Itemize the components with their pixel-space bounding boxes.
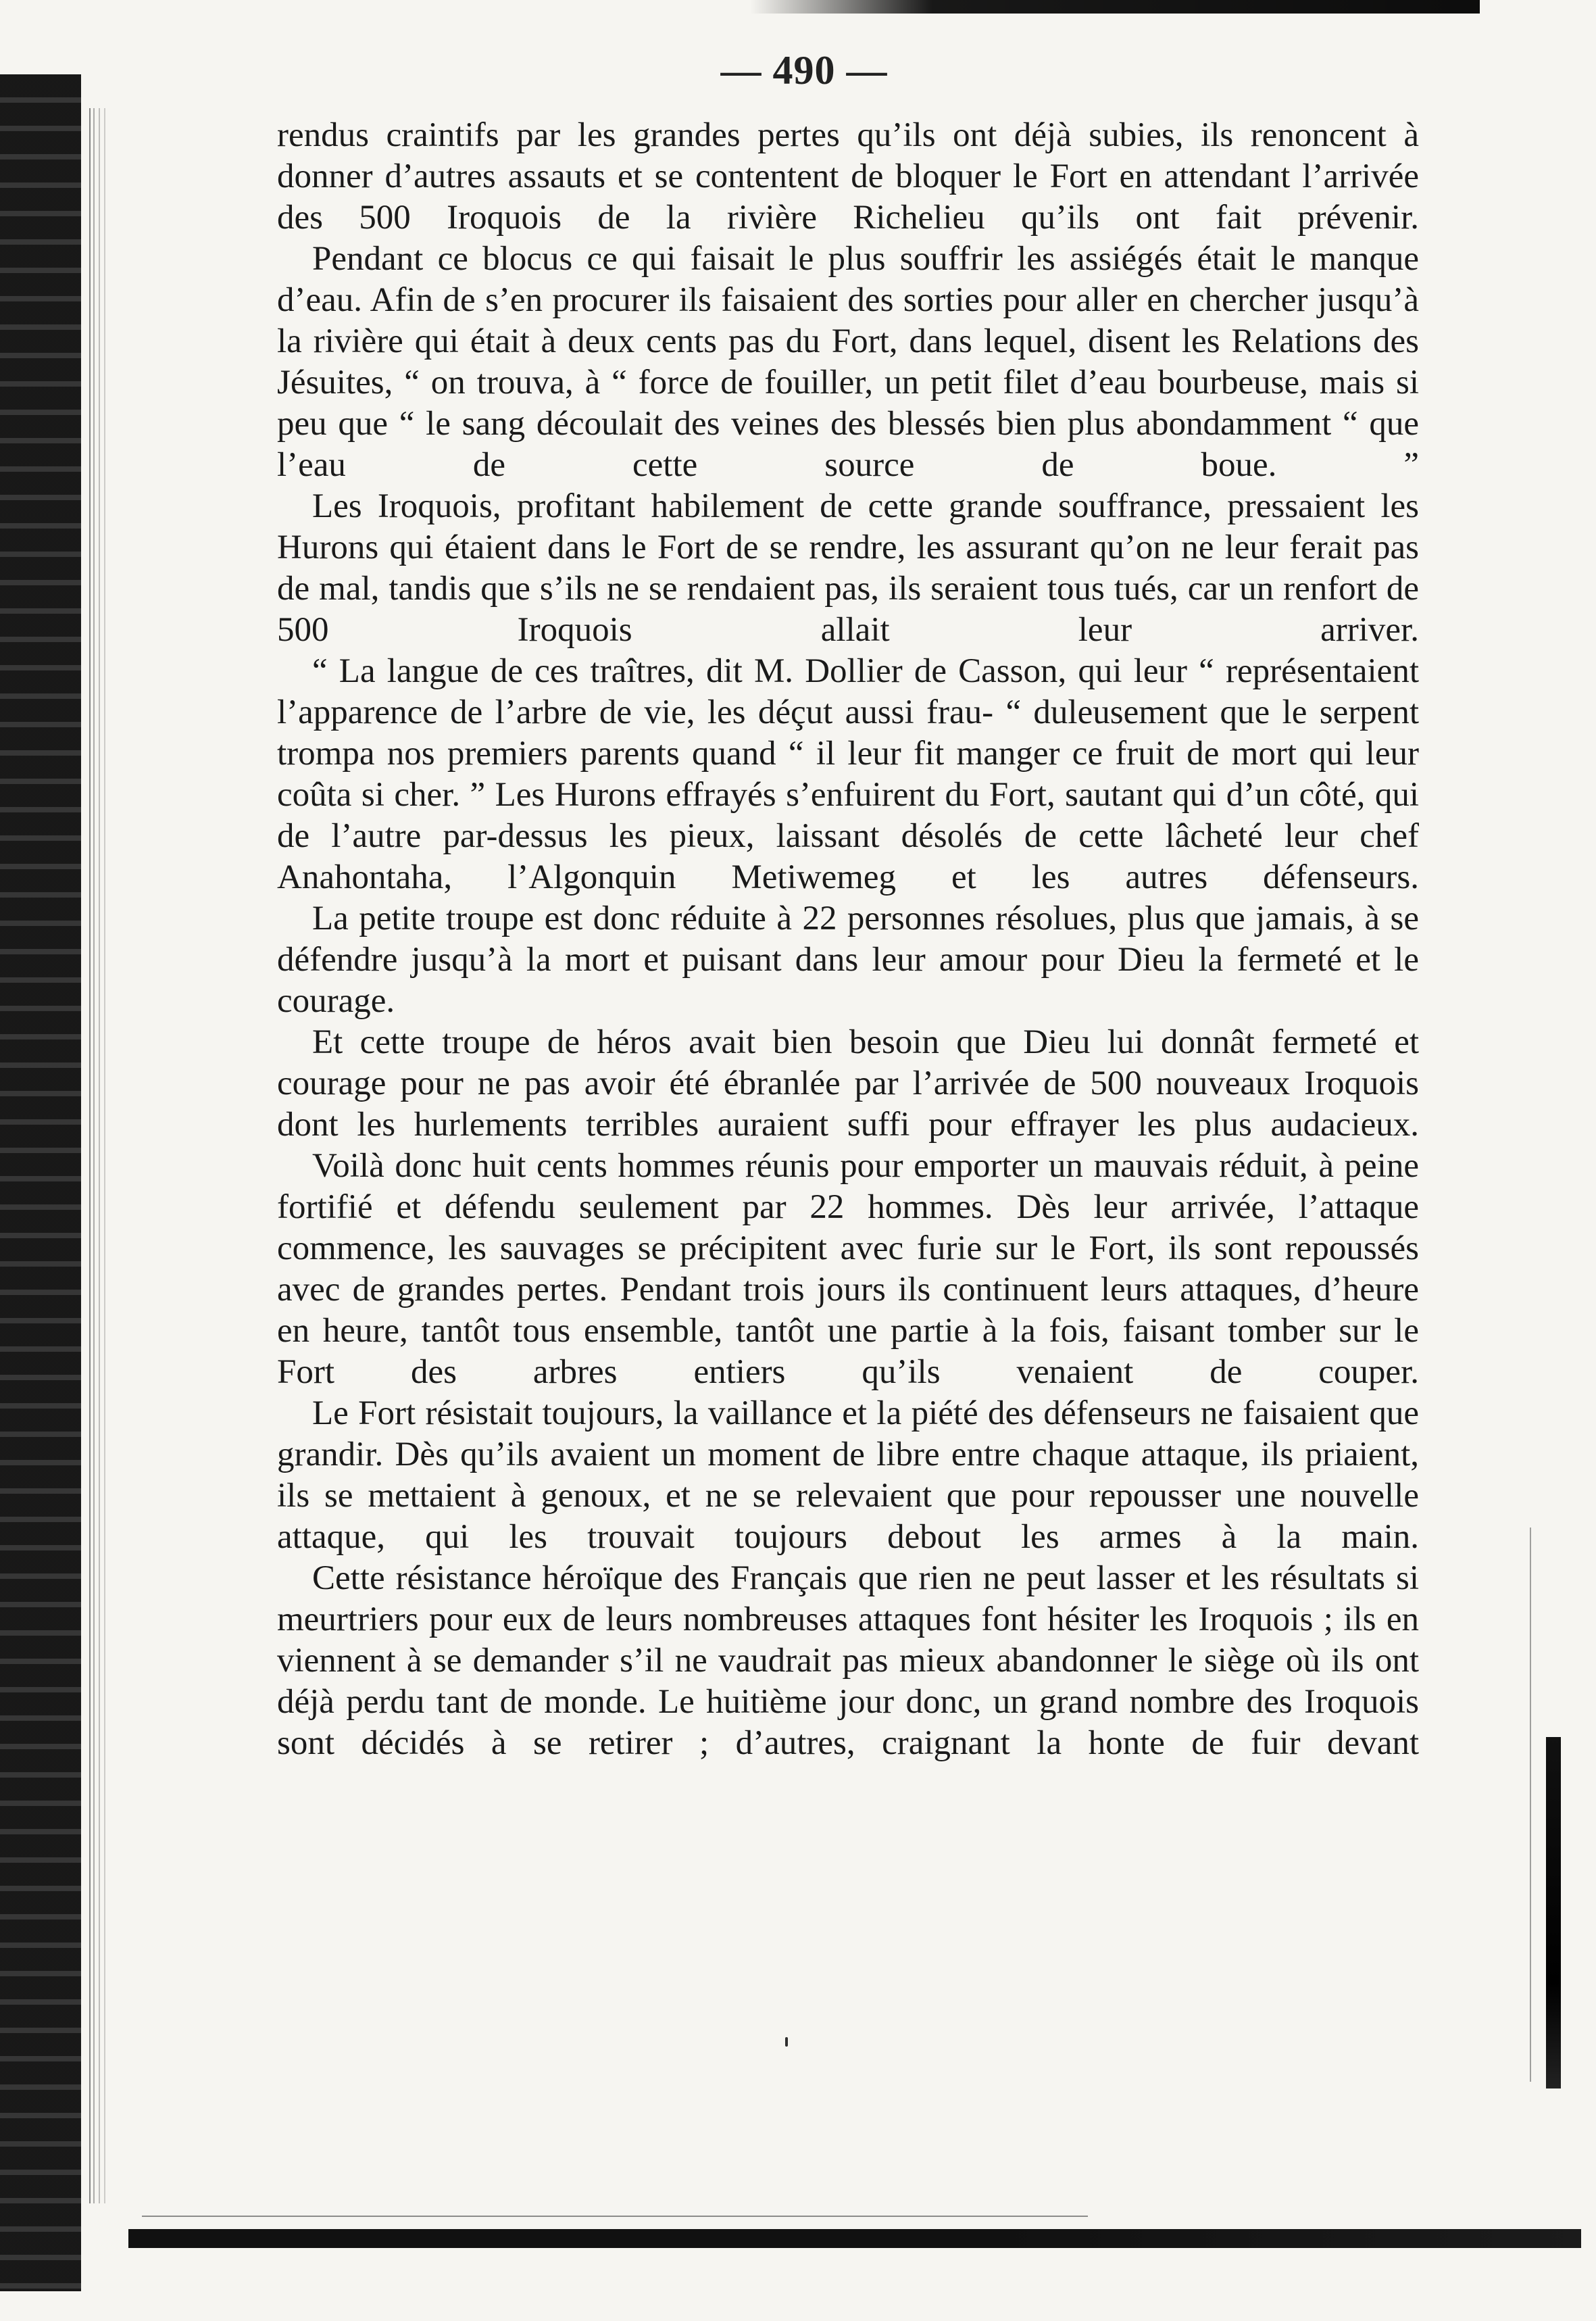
scan-right-edge — [1546, 1737, 1561, 2088]
paragraph-6: Et cette troupe de héros avait bien besoin que Dieu lui donnât fermeté et courage pour ne pas avoir été ébranlée par l’arrivée de 500 nouveaux Iroquois dont les hurlements terribles auraient suffi pour effrayer les plus audacieux. — [277, 1023, 1419, 1144]
scan-left-edge — [0, 74, 81, 2291]
scan-left-rule — [93, 108, 95, 2203]
scan-mark — [785, 2037, 788, 2047]
paragraph-8: Le Fort résistait toujours, la vaillance et la piété des défenseurs ne faisaient que grandir. Dès qu’ils avaient un moment de libre entre chaque attaque, ils priaient, ils se mettaient à genoux, et ne se relevaient que pour repousser une nouvelle attaque, qui les trouvait toujours debout les armes à la main. — [277, 1394, 1419, 1556]
scan-left-rule — [99, 108, 100, 2203]
page-number: — 490 — — [720, 48, 888, 93]
scan-bottom-rule-thin — [142, 2216, 1088, 2217]
paragraph-2: Pendant ce blocus ce qui faisait le plus souffrir les assiégés était le manque d’eau. Afin de s’en procurer ils faisaient des sorties pour aller en chercher jusqu’à la rivière qui était à deux cents pas du Fort, dans lequel, disent les Relations des Jésuites, “ on trouva, à “ force de fouiller, un petit filet d’eau bourbeuse, mais si peu que “ le sang découlait des veines des blessés bien plus abondamment “ que l’eau de cette source de boue. ” — [277, 240, 1419, 484]
paragraph-1: rendus craintifs par les grandes pertes qu’ils ont déjà subies, ils renoncent à donner d’autres assauts et se contentent de bloquer le Fort en attendant l’arrivée des 500 Iroquois de la rivière Richelieu qu’ils ont fait prévenir. — [277, 116, 1419, 237]
scan-right-rule — [1530, 1528, 1531, 2082]
scan-left-rule — [89, 108, 91, 2203]
paragraph-7: Voilà donc huit cents hommes réunis pour emporter un mauvais réduit, à peine fortifié et défendu seulement par 22 hommes. Dès leur arrivée, l’attaque commence, les sauvages se précipitent avec furie sur le Fort, ils sont repoussés avec de grandes pertes. Pendant trois jours ils continuent leurs attaques, d’heure en heure, tantôt tous ensemble, tantôt une partie à la fois, faisant tomber sur le Fort des arbres entiers qu’ils venaient de couper. — [277, 1147, 1419, 1391]
scan-left-rule — [104, 108, 105, 2203]
paragraph-4: “ La langue de ces traîtres, dit M. Dollier de Casson, qui leur “ représentaient l’apparence de l’arbre de vie, les déçut aussi frau- “ duleusement que le serpent trompa nos premiers parents quand “ il leur fit manger ce fruit de mort qui leur coûta si cher. ” Les Hurons effrayés s’enfuirent du Fort, sautant qui d’un côté, qui de l’autre par-dessus les pieux, laissant désolés de cette lâcheté leur chef Anahontaha, l’Algonquin Metiwemeg et les autres défenseurs. — [277, 652, 1419, 896]
paragraph-3: Les Iroquois, profitant habilement de cette grande souffrance, pressaient les Hurons qui étaient dans le Fort de se rendre, les assurant qu’on ne leur ferait pas de mal, tandis que s’ils ne se rendaient pas, ils seraient tous tués, car un renfort de 500 Iroquois allait leur arriver. — [277, 487, 1419, 649]
paragraph-9: Cette résistance héroïque des Français que rien ne peut lasser et les résultats si meurtriers pour eux de leurs nombreuses attaques font hésiter les Iroquois ; ils en viennent à se demander s’il ne vaudrait pas mieux abandonner le siège où ils ont déjà perdu tant de monde. Le huitième jour donc, un grand nombre des Iroquois sont décidés à se retirer ; d’autres, craignant la honte de fuir devant — [277, 1559, 1419, 1762]
paragraph-5: La petite troupe est donc réduite à 22 personnes résolues, plus que jamais, à se défendre jusqu’à la mort et puisant dans leur amour pour Dieu la fermeté et le courage. — [277, 900, 1419, 1020]
body-text — [277, 115, 1419, 1764]
scan-top-edge — [750, 0, 1480, 14]
scan-bottom-edge — [128, 2229, 1581, 2248]
